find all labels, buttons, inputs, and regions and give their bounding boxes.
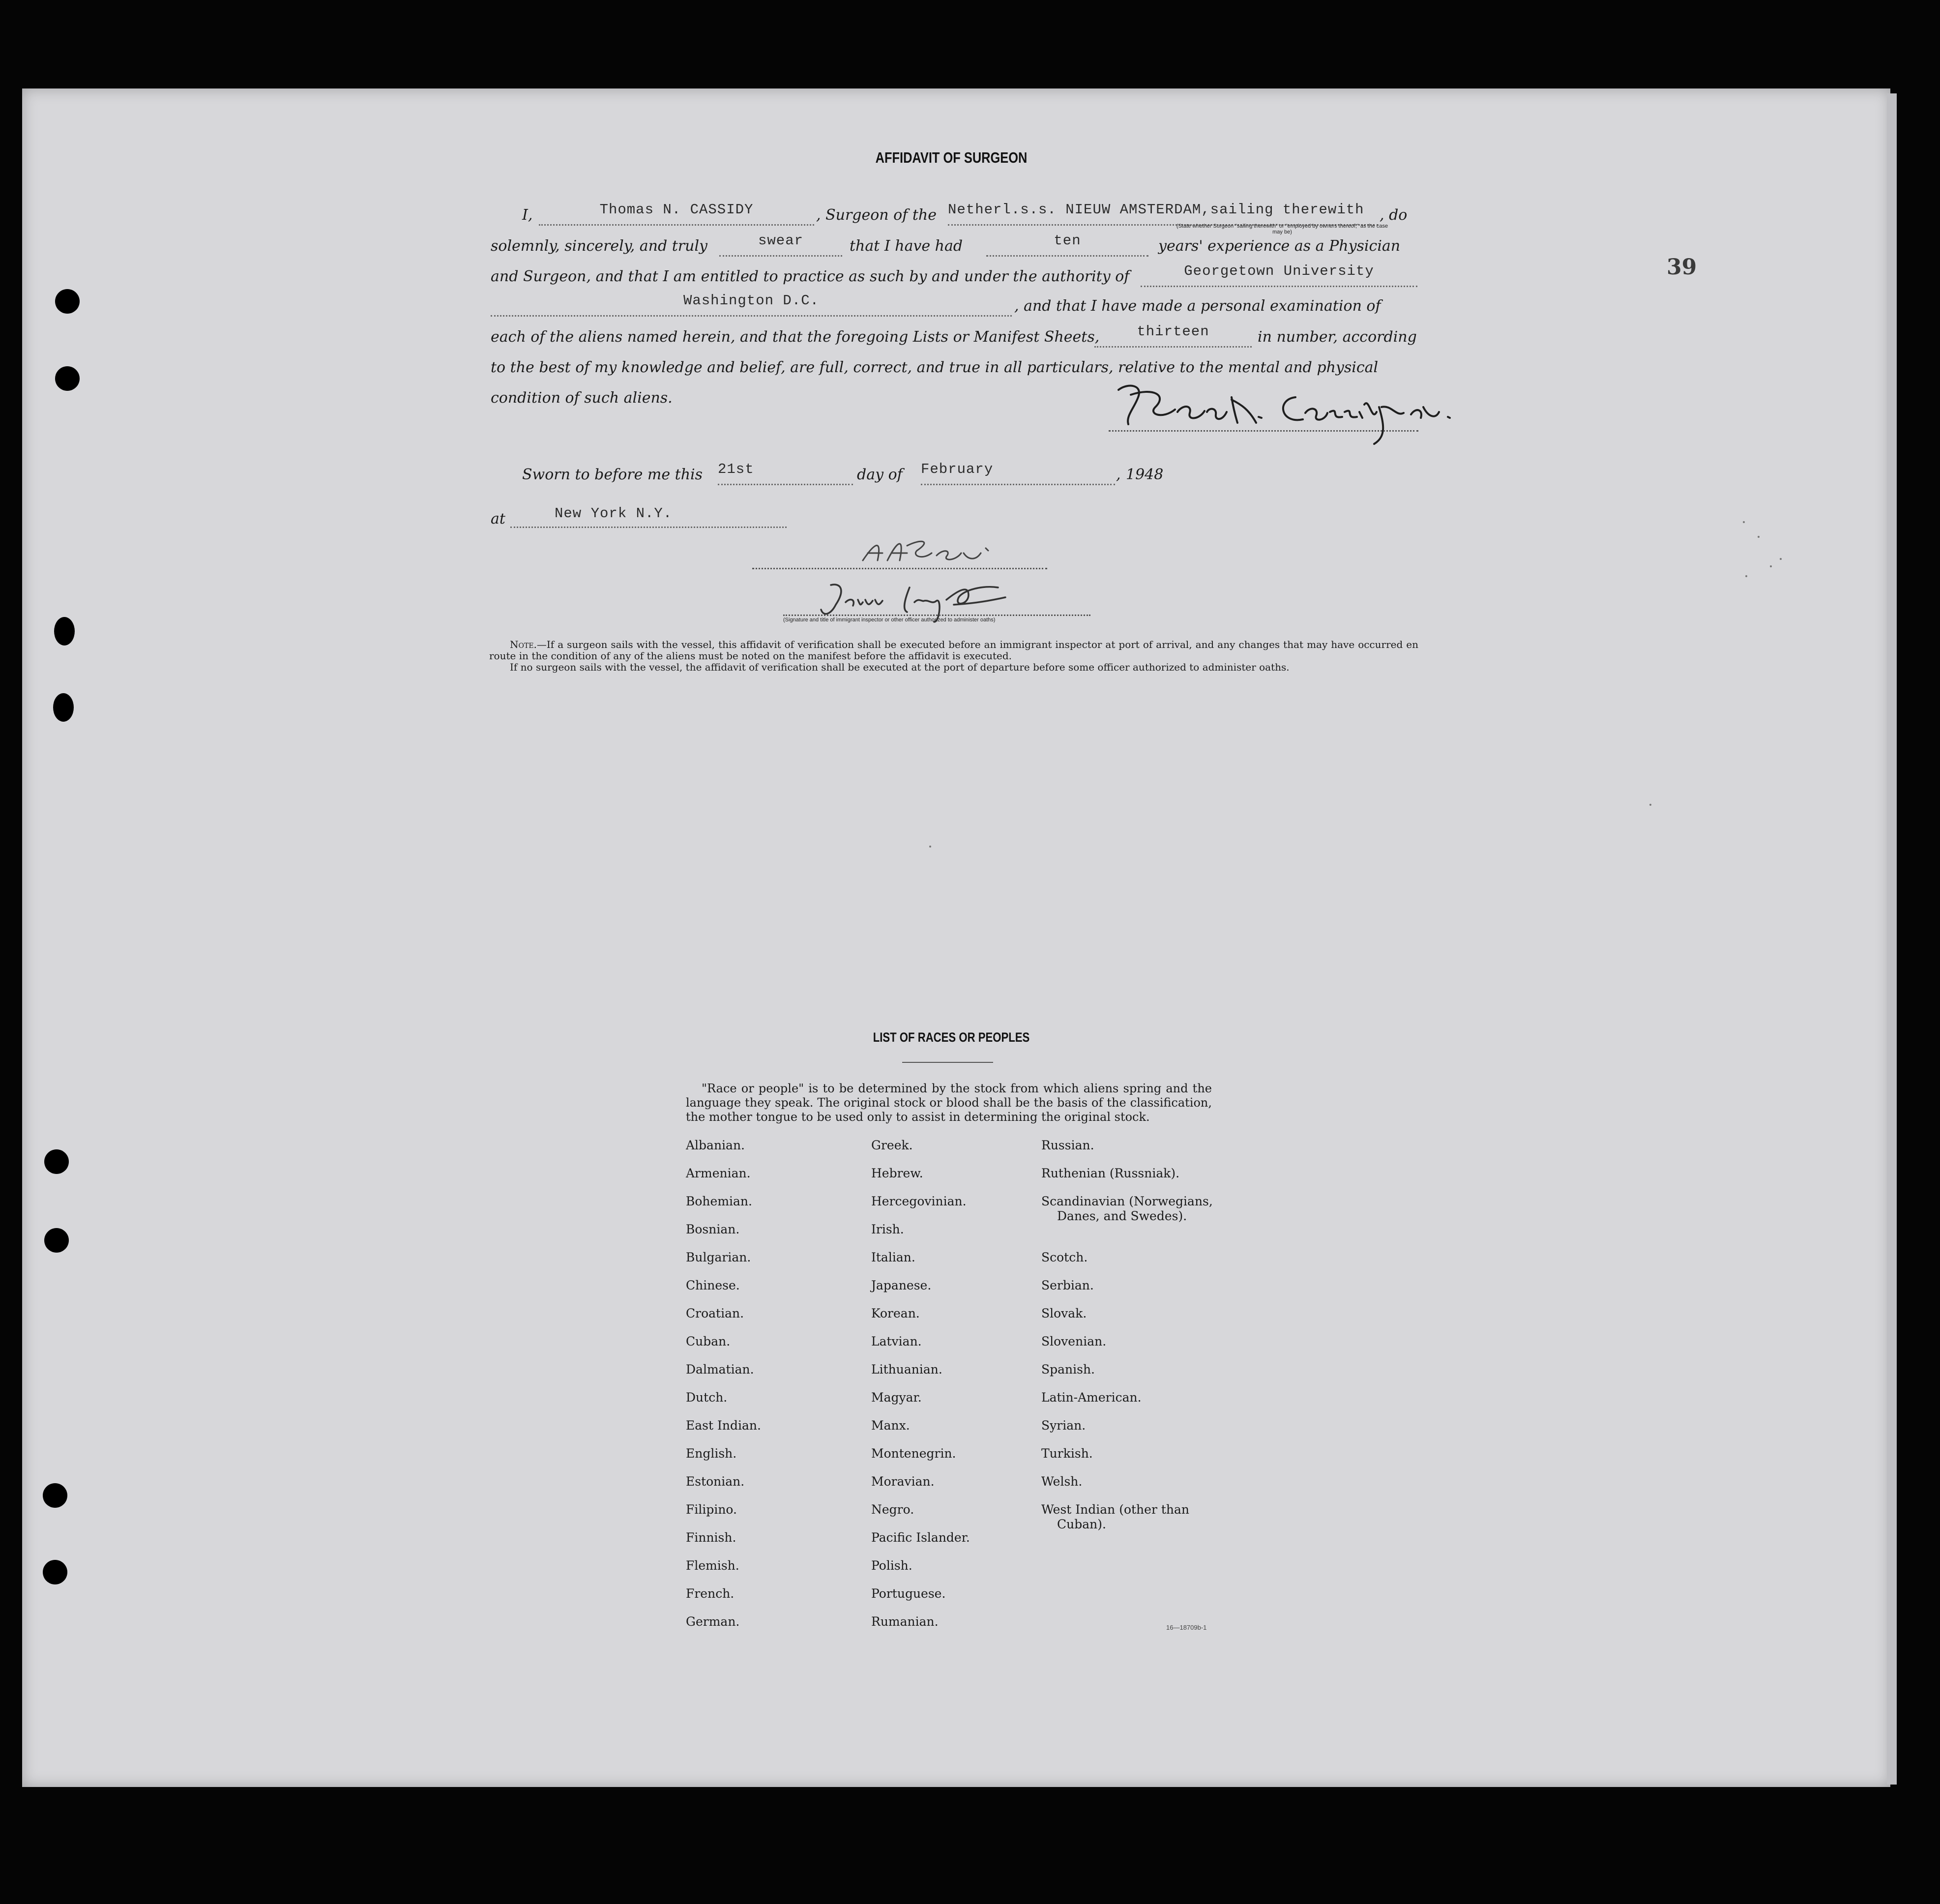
race-item: Hercegovinian. xyxy=(871,1194,967,1208)
race-item: Hebrew. xyxy=(871,1166,923,1180)
authority-field: Georgetown University xyxy=(1141,263,1417,287)
race-item: Polish. xyxy=(871,1558,912,1573)
race-item: Chinese. xyxy=(686,1278,740,1292)
race-item: Bosnian. xyxy=(686,1222,740,1236)
race-item: Negro. xyxy=(871,1502,914,1517)
surgeon-signature-line xyxy=(1109,430,1418,432)
race-item: Japanese. xyxy=(871,1278,932,1292)
page-edge xyxy=(1887,93,1897,1785)
sworn-year: 1948 xyxy=(1126,466,1164,483)
race-item: Lithuanian. xyxy=(871,1362,942,1377)
race-item: Welsh. xyxy=(1041,1474,1083,1489)
surgeon-signature xyxy=(1109,378,1453,446)
race-item: Magyar. xyxy=(871,1390,922,1405)
surgeon-name-field: Thomas N. CASSIDY xyxy=(539,202,814,226)
race-item: Moravian. xyxy=(871,1474,935,1489)
race-item: English. xyxy=(686,1446,737,1461)
affidavit-line-7: condition of such aliens. xyxy=(491,389,673,407)
place-line: at New York N.Y. xyxy=(491,505,1417,533)
race-item: German. xyxy=(686,1614,740,1629)
inspector-signature-line xyxy=(752,568,1047,569)
race-item: Ruthenian (Russniak). xyxy=(1041,1166,1180,1180)
years-field: ten xyxy=(986,233,1148,257)
sworn-month-field: February xyxy=(921,461,1115,485)
race-item: Scandinavian (Norwegians, Danes, and Swedes). xyxy=(1041,1194,1213,1223)
race-item: Latvian. xyxy=(871,1334,922,1348)
race-item: East Indian. xyxy=(686,1418,761,1433)
races-column-2 xyxy=(871,1138,970,1642)
race-item: Italian. xyxy=(871,1250,915,1264)
binder-hole xyxy=(54,617,75,645)
race-item: Croatian. xyxy=(686,1306,744,1320)
affidavit-line-4: Washington D.C. , and that I have made a personal examination of xyxy=(491,293,1417,320)
authority-location-field: Washington D.C. xyxy=(491,293,1012,317)
race-item: Estonian. xyxy=(686,1474,745,1489)
race-item: Portuguese. xyxy=(871,1586,946,1601)
race-item: Bohemian. xyxy=(686,1194,752,1208)
race-item: Pacific Islander. xyxy=(871,1530,970,1545)
binder-hole xyxy=(44,1149,69,1174)
race-item: Spanish. xyxy=(1041,1362,1095,1377)
sworn-day-field: 21st xyxy=(718,461,853,485)
race-item: Slovenian. xyxy=(1041,1334,1107,1348)
binder-hole xyxy=(53,693,74,722)
binder-hole xyxy=(44,1228,69,1253)
affidavit-line-6: to the best of my knowledge and belief, are full, correct, and true in all particulars, relative to the mental and physical xyxy=(491,359,1379,376)
affidavit-title: AFFIDAVIT OF SURGEON xyxy=(875,149,1028,166)
affidavit-line-1: I, Thomas N. CASSIDY , Surgeon of the Netherl.s.s. NIEUW AMSTERDAM,sailing therewith , do (State whether Surgeon "sailing therewith" or "employed by owners thereof," as the case may be) xyxy=(522,202,1408,235)
race-item: Serbian. xyxy=(1041,1278,1094,1292)
affidavit-note: Note.—If a surgeon sails with the vessel, this affidavit of verification shall be executed before an immigrant inspector at port of arrival, and any changes that may have occurred en route in the condition of any of the aliens must be noted on the manifest before the affidavit is executed. If no surgeon sails with the vessel, the affidavit of verification shall be executed at the port of departure before some officer authorized to administer oaths. xyxy=(489,639,1418,673)
title-rule xyxy=(902,1062,993,1063)
binder-hole xyxy=(43,1483,67,1508)
manifest-sheets-field: thirteen xyxy=(1094,323,1252,348)
binder-hole xyxy=(55,366,80,391)
oath-field: swear xyxy=(719,233,842,257)
page-number: 39 xyxy=(1667,255,1697,280)
races-column-1 xyxy=(686,1138,761,1642)
race-item: Rumanian. xyxy=(871,1614,939,1629)
races-column-3 xyxy=(1041,1138,1213,1558)
officer-caption: (Signature and title of immigrant inspector or other officer authorized to administer oaths) xyxy=(783,617,996,623)
race-item: Albanian. xyxy=(686,1138,745,1152)
race-item: Manx. xyxy=(871,1418,910,1433)
form-code: 16—18709b-1 xyxy=(1166,1624,1207,1631)
race-item: Irish. xyxy=(871,1222,904,1236)
race-item: Slovak. xyxy=(1041,1306,1087,1320)
affidavit-line-3: and Surgeon, and that I am entitled to practice as such by and under the authority of Georgetown University xyxy=(491,263,1417,291)
race-item: Finnish. xyxy=(686,1530,736,1545)
sworn-line: Sworn to before me this 21st day of February , 1948 xyxy=(491,461,1417,489)
race-item: Scotch. xyxy=(1041,1250,1088,1264)
binder-hole xyxy=(55,289,80,314)
race-item: Latin-American. xyxy=(1041,1390,1142,1405)
race-item: Bulgarian. xyxy=(686,1250,751,1264)
vessel-field: Netherl.s.s. NIEUW AMSTERDAM,sailing therewith xyxy=(948,202,1378,226)
vessel-instruction: (State whether Surgeon "sailing therewith" or "employed by owners thereof," as the case may be) xyxy=(1176,223,1388,235)
race-item: Montenegrin. xyxy=(871,1446,956,1461)
race-item: Turkish. xyxy=(1041,1446,1093,1461)
race-item: French. xyxy=(686,1586,735,1601)
inspector-signature xyxy=(858,526,1025,570)
races-intro: "Race or people" is to be determined by the stock from which aliens spring and the language they speak. The original stock or blood shall be the basis of the classification, the mother tongue to be used only to assist in determining the original stock. xyxy=(686,1082,1212,1124)
race-item: Filipino. xyxy=(686,1502,737,1517)
officer-signature-line xyxy=(783,615,1090,616)
race-item: Korean. xyxy=(871,1306,920,1320)
races-title: LIST OF RACES OR PEOPLES xyxy=(873,1030,1030,1045)
race-item: Greek. xyxy=(871,1138,913,1152)
race-item: West Indian (other than Cuban). xyxy=(1041,1502,1190,1531)
race-item: Dutch. xyxy=(686,1390,728,1405)
race-item: Flemish. xyxy=(686,1558,739,1573)
affidavit-line-5: each of the aliens named herein, and that the foregoing Lists or Manifest Sheets, thirteen in number, according xyxy=(491,323,1417,351)
race-item: Dalmatian. xyxy=(686,1362,754,1377)
race-item: Russian. xyxy=(1041,1138,1094,1152)
binder-hole xyxy=(43,1560,67,1584)
race-item: Syrian. xyxy=(1041,1418,1086,1433)
affidavit-line-2: solemnly, sincerely, and truly swear that I have had ten years' experience as a Physician xyxy=(491,233,1417,260)
race-item: Armenian. xyxy=(686,1166,751,1180)
place-field: New York N.Y. xyxy=(510,505,787,528)
race-item: Cuban. xyxy=(686,1334,731,1348)
